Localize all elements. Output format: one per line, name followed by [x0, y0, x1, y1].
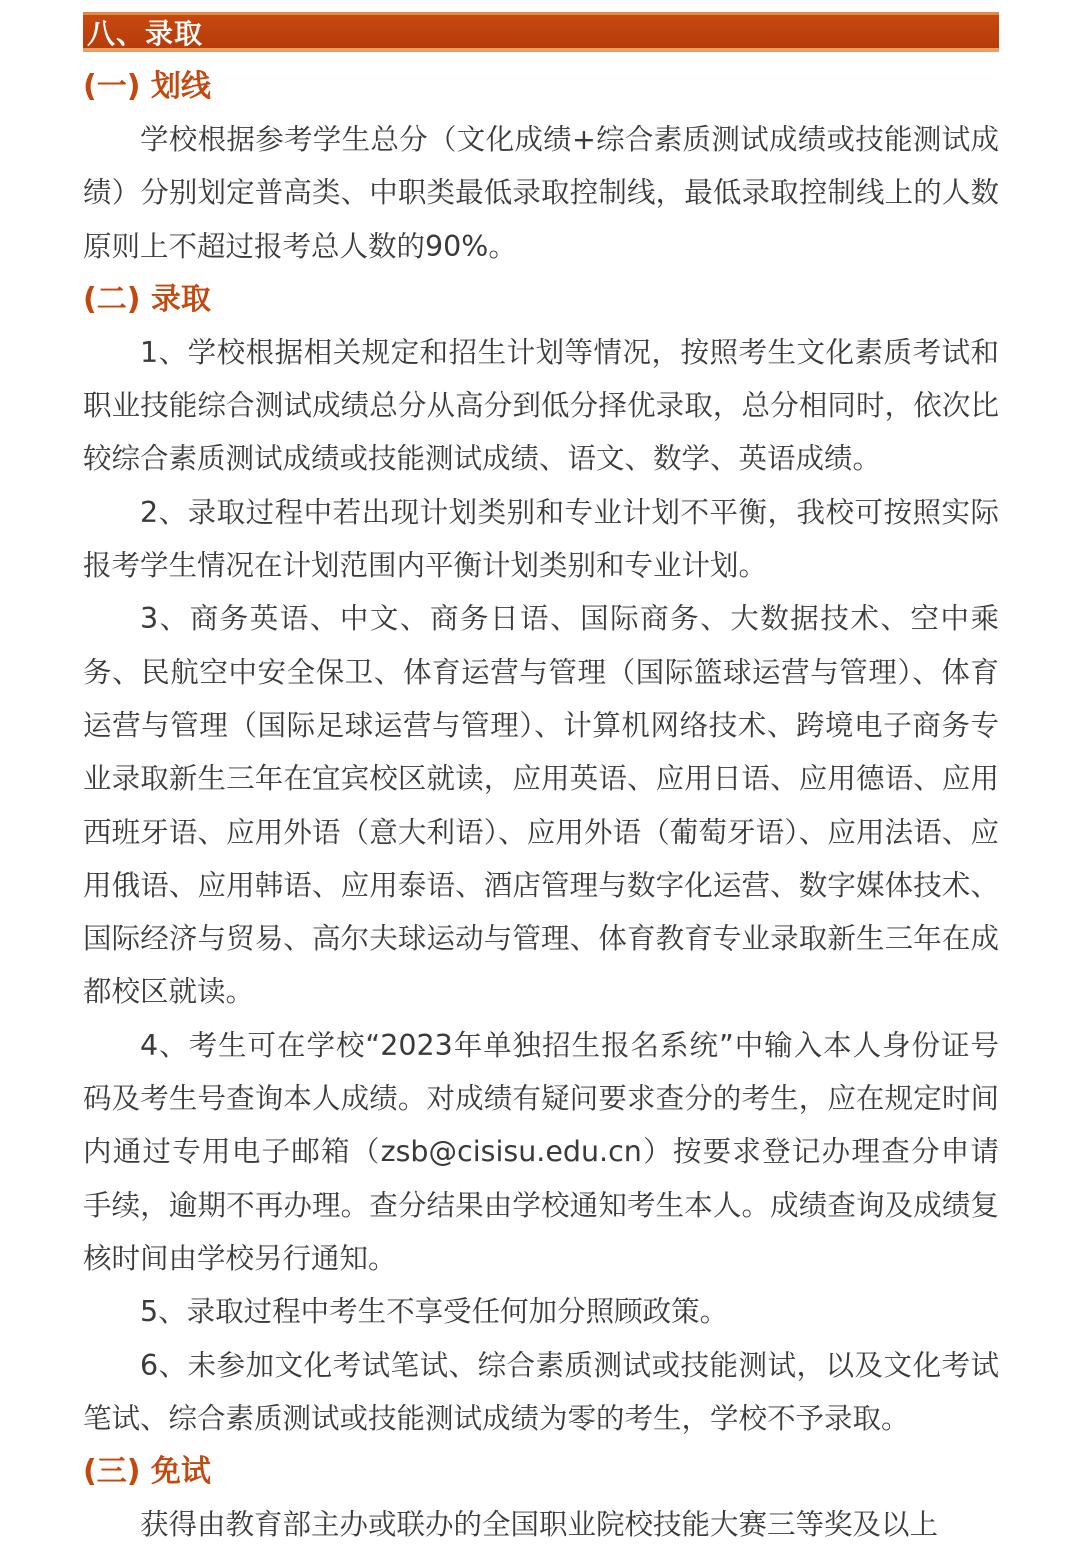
- paragraph: 3、商务英语、中文、商务日语、国际商务、大数据技术、空中乘务、民航空中安全保卫、体育运营与管理（国际篮球运营与管理）、体育运营与管理（国际足球运营与管理）、计算机网络技术、跨境电子商务专业录取新生三年在宜宾校区就读，应用英语、应用日语、应用德语、应用西班牙语、应用外语（意大利语）、应用外语（葡萄牙语）、应用法语、应用俄语、应用韩语、应用泰语、酒店管理与数字化运营、数字媒体技术、国际经济与贸易、高尔夫球运动与管理、体育教育专业录取新生三年在成都校区就读。: [83, 602, 999, 1009]
- subsection-heading-exemption: (三) 免试: [83, 1454, 211, 1490]
- paragraph: 学校根据参考学生总分（文化成绩+综合素质测试成绩或技能测试成绩）分别划定普高类、中职类最低录取控制线，最低录取控制线上的人数原则上不超过报考总人数的90%。: [83, 123, 999, 263]
- subsection-heading-cutoff: (一) 划线: [83, 69, 211, 104]
- subsection-admission: [83, 273, 999, 1445]
- subsection-heading-admission: (二) 录取: [83, 281, 211, 317]
- paragraph: 1、学校根据相关规定和招生计划等情况，按照考生文化素质考试和职业技能综合测试成绩总分从高分到低分择优录取，总分相同时，依次比较综合素质测试成绩或技能测试成绩、语文、数学、英语成绩。: [83, 335, 999, 476]
- section-title: 八、录取: [87, 17, 204, 50]
- paragraph: 6、未参加文化考试笔试、综合素质测试或技能测试，以及文化考试笔试、综合素质测试或技能测试成绩为零的考生，学校不予录取。: [83, 1348, 999, 1435]
- paragraph: 5、录取过程中考生不享受任何加分照顾政策。: [140, 1295, 729, 1329]
- paragraph: 获得由教育部主办或联办的全国职业院校技能大赛三等奖及以上: [140, 1508, 939, 1542]
- subsection-cutoff: [83, 60, 999, 273]
- paragraph: 4、考生可在学校“2023年单独招生报名系统”中输入本人身份证号码及考生号查询本人成绩。对成绩有疑问要求查分的考生，应在规定时间内通过专用电子邮箱（zsb@cisisu.edu.cn）按要求登记办理查分申请手续，逾期不再办理。查分结果由学校通知考生本人。成绩查询及成绩复核时间由学校另行通知。: [83, 1028, 999, 1275]
- section-header-bar: [83, 12, 999, 52]
- subsection-exemption: [83, 1445, 999, 1551]
- document-page: [83, 12, 999, 1551]
- paragraph: 2、录取过程中若出现计划类别和专业计划不平衡，我校可按照实际报考学生情况在计划范围内平衡计划类别和专业计划。: [83, 495, 999, 583]
